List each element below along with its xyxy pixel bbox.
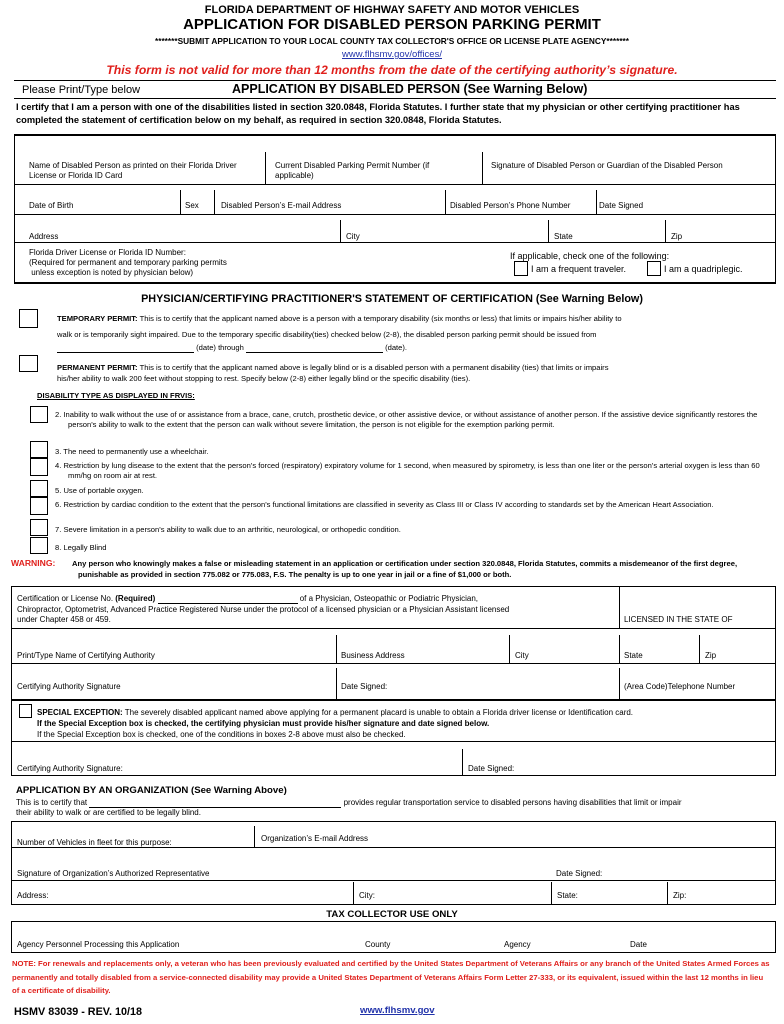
physician-section-title: PHYSICIAN/CERTIFYING PRACTITIONER'S STATEMENT OF CERTIFICATION (See Warning Below) (141, 293, 643, 305)
cert-signature-label: Certifying Authority Signature (17, 682, 121, 691)
disabled-person-name-field[interactable] (29, 140, 263, 160)
email-label: Disabled Person’s E-mail Address (221, 201, 342, 210)
cert-license-line: Certification or License No. (Required) of a Physician, Osteopathic or Podiatric Physician, (17, 594, 479, 603)
cert-phone-label: (Area Code)Telephone Number (624, 682, 736, 691)
org-address-label: Address: (17, 891, 49, 900)
org-date-signed-label: Date Signed: (556, 869, 603, 878)
cert-state-label: State (624, 651, 643, 660)
applicant-certify-statement: I certify that I am a person with one of the disabilities listed in section 320.0848, Florida Statutes. I further state that my physician or other certifying practitioner has completed the statement of certification below on my behalf, as required in section 320.0848, Florida Statutes. (16, 102, 740, 126)
name-label: Name of Disabled Person as printed on their Florida Driver License or Florida ID Card (29, 161, 237, 180)
disability-2-checkbox[interactable] (30, 406, 48, 423)
org-state-label: State: (557, 891, 578, 900)
cert-city-label: City (515, 651, 529, 660)
disability-item-2: 2. Inability to walk without the use of or assistance from a brace, cane, crutch, prosthetic device, or other assistive device, or without assistance of another person. If the assistive device significantly restores the person's ability to walk to the extent that the person can walk without severe limitation, the person is not eligible for the exemption parking permit. (55, 410, 758, 429)
veteran-note: NOTE: For renewals and replacements only, a veteran who has been previously evaluated and certified by the United States Department of Veterans Affairs or any branch of the United States Armed Forces as permanently and totally disabled from a service-connected disability may provide a United States Department of Veterans Affairs Form Letter 27-333, or its equivalent, issued within the last 12 months in lieu of a certificate of disability. (12, 959, 770, 996)
city-label: City (346, 232, 360, 241)
cert-signature-field[interactable] (17, 665, 333, 681)
licensed-state-label: LICENSED IN THE STATE OF (624, 615, 733, 624)
disability-item-5: 5. Use of portable oxygen. (55, 486, 144, 495)
org-vehicles-field[interactable] (205, 823, 251, 845)
validity-warning: This form is not valid for more than 12 months from the date of the certifying authority’s signature. (106, 63, 678, 77)
signature-label: Signature of Disabled Person or Guardian of the Disabled Person (491, 161, 723, 170)
org-email-label: Organization’s E-mail Address (261, 834, 369, 843)
warning-text: Any person who knowingly makes a false or misleading statement in an application or certification under section 320.0848, Florida Statutes, commits a misdemeanor of the first degree, punishable as provided in section 775.082 or 775.083, F.S. The penalty is up to one year in jail or a fine of $1,000 or both. (72, 559, 738, 579)
cert-zip-label: Zip (705, 651, 717, 660)
temp-start-date-field[interactable] (57, 344, 194, 353)
special-date-signed-label: Date Signed: (468, 764, 515, 773)
temporary-date-range: (date) through (date). (57, 343, 407, 353)
dl-note-2: unless exception is noted by physician below) (29, 268, 194, 277)
permanent-permit-text-2: his/her ability to walk 200 feet without stopping to rest. Specify below (2-8) either legally blind or the specific disability (ties). (57, 374, 471, 383)
form-number: HSMV 83039 - REV. 10/18 (14, 1006, 143, 1018)
org-certify-line: This is to certify that provides regular transportation service to disabled persons having disabilities that limit or impair (16, 798, 682, 807)
disability-item-3: 3. The need to permanently use a wheelchair. (55, 447, 209, 456)
disability-4-checkbox[interactable] (30, 458, 48, 476)
cert-line-2: Chiropractor, Optometrist, Advanced Practice Registered Nurse under the protocol of a licensed physician or a Physician Assistant licensed (17, 605, 510, 614)
disability-item-7: 7. Severe limitation in a person's ability to walk due to an arthritic, neurological, or orthopedic condition. (55, 525, 401, 534)
dob-label: Date of Birth (29, 201, 74, 210)
temporary-permit-checkbox[interactable] (19, 309, 38, 328)
cert-print-name-field[interactable] (17, 630, 333, 650)
frvis-heading: DISABILITY TYPE AS DISPLAYED IN FRVIS: (37, 391, 195, 400)
org-city-label: City: (359, 891, 375, 900)
department-name: FLORIDA DEPARTMENT OF HIGHWAY SAFETY AND MOTOR VEHICLES (204, 4, 580, 16)
form-title: APPLICATION FOR DISABLED PERSON PARKING PERMIT (183, 16, 601, 33)
temporary-permit-text-2: walk or is temporarily sight impaired. Due to the temporary specific disability(ties) checked below (2-8), the disabled person parking permit should be issued from (57, 330, 597, 339)
disability-item-6: 6. Restriction by cardiac condition to the extent that the person's functional limitations are classified in severity as Class III or Class IV according to standards set by the American Heart Association. (55, 500, 714, 509)
temporary-permit-label: TEMPORARY PERMIT: (57, 314, 138, 323)
state-label: State (554, 232, 573, 241)
current-permit-number-field[interactable] (275, 140, 479, 160)
applicant-date-signed-field[interactable] (599, 186, 773, 200)
special-signature-label: Certifying Authority Signature: (17, 764, 123, 773)
applicant-email-field[interactable] (221, 186, 443, 200)
phone-label: Disabled Person’s Phone Number (450, 201, 571, 210)
zip-label: Zip (671, 232, 683, 241)
permanent-permit-checkbox[interactable] (19, 355, 38, 372)
disability-7-checkbox[interactable] (30, 519, 48, 536)
cert-license-number-field[interactable] (158, 595, 298, 604)
org-certify-line-2: their ability to walk or are certified to be legally blind. (16, 808, 201, 817)
footer-website-link[interactable]: www.flhsmv.gov (360, 1005, 435, 1016)
permanent-permit-text-1: PERMANENT PERMIT: This is to certify that the applicant named above is legally blind or is a disabled person with a permanent disability (ties) that limits or impairs (57, 363, 609, 372)
date-signed-label: Date Signed (599, 201, 644, 210)
dl-label: Florida Driver License or Florida ID Number: (29, 248, 186, 257)
offices-link[interactable]: www.flhsmv.gov/offices/ (342, 49, 442, 60)
agency-personnel-label: Agency Personnel Processing this Application (17, 940, 180, 949)
temp-end-date-field[interactable] (246, 344, 383, 353)
temporary-permit-text-1: TEMPORARY PERMIT: This is to certify that the applicant named above is a person with a temporary disability (six months or less) that limits or impairs his/her ability to (57, 314, 622, 323)
frequent-traveler-checkbox[interactable] (514, 261, 528, 276)
applicant-address-field[interactable] (29, 216, 337, 231)
org-section-title: APPLICATION BY AN ORGANIZATION (See Warning Above) (16, 785, 287, 796)
org-vehicles-label: Number of Vehicles in fleet for this purpose: (17, 838, 172, 847)
special-exception-checkbox[interactable] (19, 704, 32, 718)
agency-label: Agency (504, 940, 531, 949)
org-name-field[interactable] (89, 799, 341, 808)
cert-date-signed-label: Date Signed: (341, 682, 388, 691)
sex-label: Sex (185, 201, 199, 210)
dl-note-1: (Required for permanent and temporary parking permits (29, 258, 227, 267)
disability-5-checkbox[interactable] (30, 480, 48, 497)
org-signature-field[interactable] (17, 849, 547, 868)
quadriplegic-label: I am a quadriplegic. (664, 264, 743, 274)
disability-item-4: 4. Restriction by lung disease to the extent that the person's forced (respiratory) expiratory volume for 1 second, when measured by spirometry, is less than one liter or the person's arterial oxygen is less than 60 mm/hg on room air at rest. (55, 461, 760, 480)
permanent-permit-label: PERMANENT PERMIT: (57, 363, 138, 372)
tax-collector-title: TAX COLLECTOR USE ONLY (326, 909, 458, 920)
disability-item-8: 8. Legally Blind (55, 543, 107, 552)
disability-8-checkbox[interactable] (30, 537, 48, 554)
applicant-signature-field[interactable] (491, 140, 771, 160)
check-one-label: If applicable, check one of the following: (510, 251, 670, 261)
applicant-phone-field[interactable] (450, 186, 594, 200)
disability-6-checkbox[interactable] (30, 497, 48, 515)
special-exception-label: SPECIAL EXCEPTION: (37, 708, 123, 717)
print-type-note: Please Print/Type below (22, 84, 141, 96)
tax-date-label: Date (630, 940, 647, 949)
org-signature-label: Signature of Organization’s Authorized Representative (17, 869, 210, 878)
county-label: County (365, 940, 391, 949)
special-signature-field[interactable] (17, 744, 457, 763)
applicant-section-title: APPLICATION BY DISABLED PERSON (See Warning Below) (232, 82, 588, 96)
disability-3-checkbox[interactable] (30, 441, 48, 458)
org-zip-label: Zip: (673, 891, 687, 900)
frequent-traveler-label: I am a frequent traveler. (531, 264, 627, 274)
permit-number-label: Current Disabled Parking Permit Number (if applicable) (275, 161, 430, 180)
quadriplegic-checkbox[interactable] (647, 261, 661, 276)
cert-line-3: under Chapter 458 or 459. (17, 615, 111, 624)
submit-instruction: *******SUBMIT APPLICATION TO YOUR LOCAL COUNTY TAX COLLECTOR'S OFFICE OR LICENSE PLATE AGENCY******* (154, 36, 630, 46)
address-label: Address (29, 232, 59, 241)
cert-print-name-label: Print/Type Name of Certifying Authority (17, 651, 155, 660)
special-exception-note: If the Special Exception box is checked, one of the conditions in boxes 2-8 above must also be checked. (37, 730, 406, 739)
dob-field[interactable] (29, 186, 177, 200)
cert-business-address-label: Business Address (341, 651, 405, 660)
special-exception-bold-note: If the Special Exception box is checked, the certifying physician must provide his/her signature and date signed below. (37, 719, 490, 728)
warning-label: WARNING: (11, 558, 56, 568)
special-exception-text: SPECIAL EXCEPTION: The severely disabled applicant named above applying for a permanent placard is unable to obtain a Florida driver license or Identification card. (37, 708, 634, 717)
